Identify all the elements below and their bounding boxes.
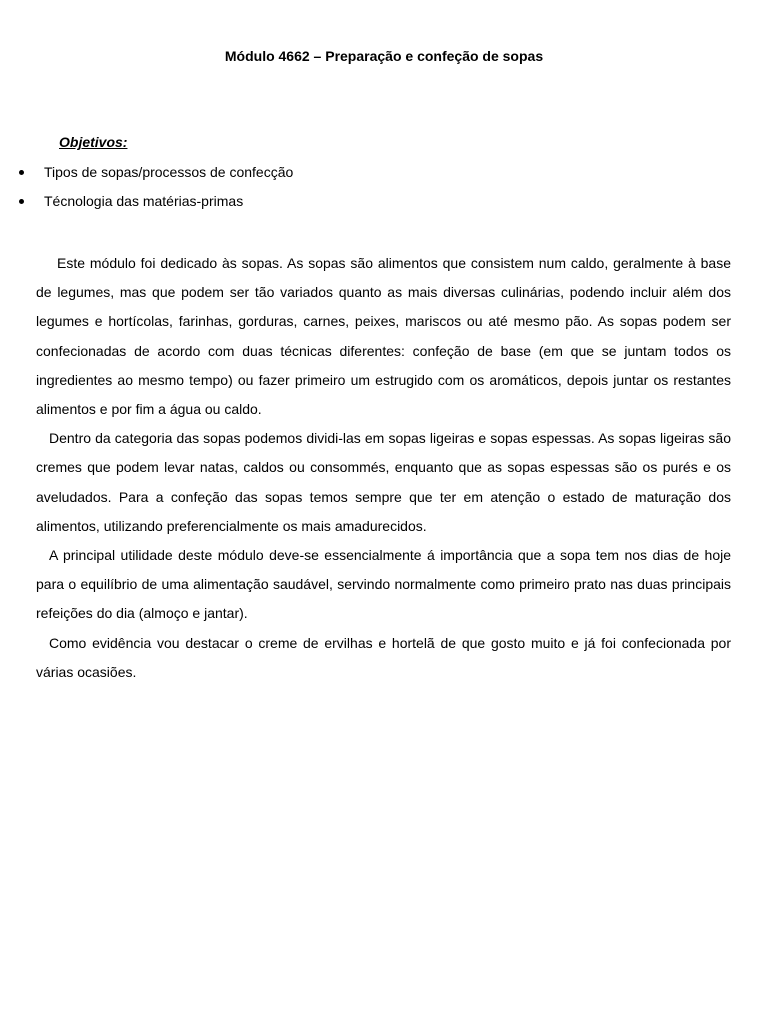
objective-text: Técnologia das matérias-primas [44, 193, 244, 209]
objectives-heading: Objetivos: [59, 134, 128, 150]
body-text [36, 249, 731, 687]
paragraph: Como evidência vou destacar o creme de ervilhas e hortelã de que gosto muito e já foi confecionada por várias ocasiões. [36, 634, 731, 680]
document-title: Módulo 4662 – Preparação e confeção de sopas [224, 48, 544, 64]
paragraph: A principal utilidade deste módulo deve-se essencialmente á importância que a sopa tem nos dias de hoje para o equilíbrio de uma alimentação saudável, servindo normalmente como primeiro prato nas duas principais refeições do dia (almoço e jantar). [36, 547, 731, 622]
paragraph: Este módulo foi dedicado às sopas. As sopas são alimentos que consistem num caldo, geralmente à base de legumes, mas que podem ser tão variados quanto as mais diversas culinárias, podendo incluir além dos legumes e hortícolas, farinhas, gorduras, carnes, peixes, mariscos ou até mesmo pão. As sopas podem ser confecionadas de acordo com duas técnicas diferentes: confeção de base (em que se juntam todos os ingredientes ao mesmo tempo) ou fazer primeiro um estrugido com os aromáticos, depois juntar os restantes alimentos e por fim a água ou caldo. [36, 255, 731, 418]
bullet-icon [19, 199, 24, 204]
paragraph: Dentro da categoria das sopas podemos dividi-las em sopas ligeiras e sopas espessas. As sopas ligeiras são cremes que podem levar natas, caldos ou consommés, enquanto que as sopas espessas são os purés e os aveludados. Para a confeção das sopas temos sempre que ter em atenção o estado de maturação dos alimentos, utilizando preferencialmente os mais amadurecidos. [36, 430, 731, 534]
objective-text: Tipos de sopas/processos de confecção [44, 164, 294, 180]
bullet-icon [19, 170, 24, 175]
